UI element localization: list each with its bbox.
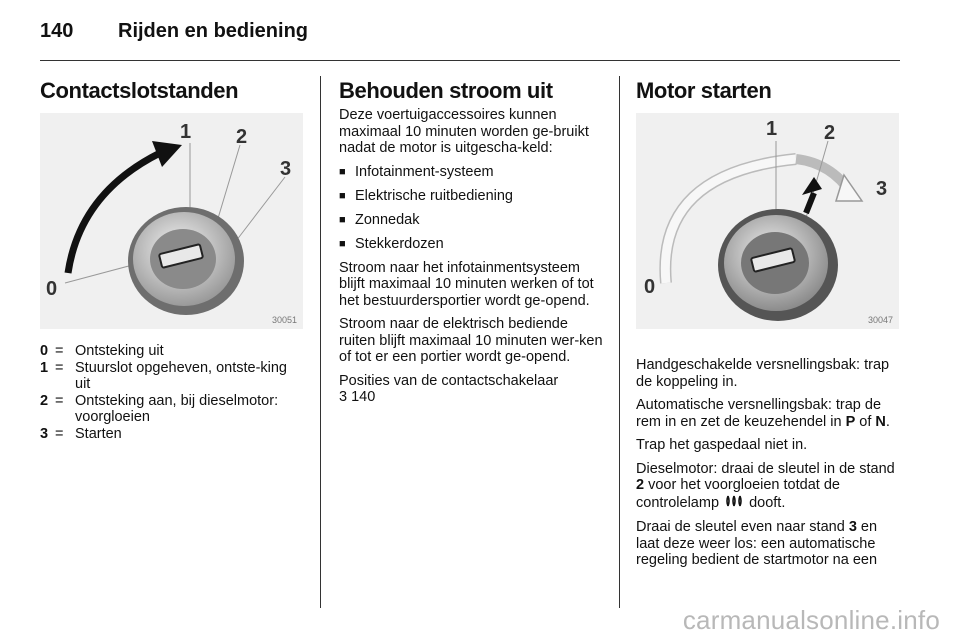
diesel-text-b: voor het voorgloeien totdat de controlelamp [636, 477, 840, 511]
gear-p: P [845, 413, 856, 430]
start-text-a: Draai de sleutel even naar stand [636, 519, 845, 535]
figure-label-2: 2 [236, 126, 248, 148]
infotainment-paragraph: Stroom naar het infotainmentsysteem blijft maximaal 10 minuten werken of tot het bestuurdersportier wordt ge-opend. [339, 259, 594, 309]
page-header [40, 20, 308, 48]
list-item-text: Stekkerdozen [355, 235, 444, 252]
legend-row [40, 393, 305, 426]
ignition-positions-figure [40, 113, 303, 329]
stand-2: 2 [636, 477, 645, 493]
period: . [885, 413, 890, 430]
column-contactslotstanden [40, 76, 305, 442]
legend-key: 1 [40, 359, 49, 376]
column-motor-starten [636, 76, 904, 569]
bullet-icon: ■ [339, 213, 346, 226]
watermark: carmanualsonline.info [682, 605, 940, 635]
diesel-text-c: dooft. [749, 494, 786, 511]
figure-label-1: 1 [180, 121, 192, 143]
engine-start-illustration [636, 113, 899, 329]
legend-text: Starten [75, 425, 122, 442]
glow-plug-icon-svg [725, 494, 743, 508]
intro-paragraph: Deze voertuigaccessoires kunnen maximaal 10 minuten worden ge-bruikt nadat de motor is uitgescha-keld: [339, 107, 589, 156]
of-word: of [859, 413, 872, 430]
heading-motor-starten: Motor starten [636, 78, 772, 103]
list-item [339, 188, 604, 205]
position-legend [40, 343, 305, 442]
column-behouden-stroom-uit [339, 76, 604, 406]
list-item-text: Elektrische ruitbediening [355, 187, 513, 204]
legend-key: 0 [40, 343, 49, 359]
column-divider-1 [320, 76, 321, 608]
legend-key: 3 [40, 425, 49, 442]
page-ref-icon: 3 [339, 389, 348, 405]
header-rule [40, 60, 900, 61]
legend-equals: = [55, 359, 64, 376]
list-item-text: Zonnedak [355, 211, 420, 228]
start-arrow [806, 193, 814, 213]
windows-paragraph: Stroom naar de elektrisch bediende ruiten blijft maximaal 10 minuten wer-ken of tot er een portier wordt ge-opend. [339, 316, 603, 365]
glow-plug-icon [725, 494, 743, 513]
cross-reference-text: Posities van de contactschakelaar [339, 372, 559, 389]
leader-line-2 [216, 145, 240, 225]
leader-line-3 [236, 177, 285, 241]
heading-behouden-stroom-uit: Behouden stroom uit [339, 78, 553, 103]
figure-label-3: 3 [876, 178, 888, 200]
manual-gearbox-paragraph: Handgeschakelde versnellingsbak: trap de koppeling in. [636, 357, 890, 390]
legend-text: Ontsteking uit [75, 343, 164, 359]
engine-start-figure [636, 113, 899, 329]
list-item [339, 236, 604, 253]
figure-id: 30047 [867, 315, 893, 325]
legend-equals: = [55, 425, 64, 442]
start-paragraph [636, 519, 904, 569]
legend-text: Stuurslot opgeheven, ontste-king uit [75, 359, 287, 392]
figure-label-0: 0 [46, 278, 58, 300]
bullet-icon: ■ [339, 237, 346, 250]
legend-equals: = [55, 392, 64, 409]
figure-id: 30051 [271, 315, 297, 325]
cross-reference-paragraph [339, 373, 604, 406]
figure-label-2: 2 [824, 122, 836, 144]
automatic-gearbox-paragraph [636, 397, 904, 430]
legend-row [40, 426, 305, 443]
accelerator-paragraph: Trap het gaspedaal niet in. [636, 437, 808, 453]
figure-label-1: 1 [766, 118, 778, 140]
ignition-lock-illustration [40, 113, 303, 329]
legend-text: Ontsteking aan, bij dieselmotor: voorgloeien [75, 392, 279, 425]
start-text-b: en laat deze weer los: een automatische regeling bedient de startmotor na een [636, 519, 878, 568]
diesel-paragraph [636, 461, 904, 513]
bullet-icon: ■ [339, 165, 346, 178]
legend-equals: = [55, 343, 64, 359]
stand-3: 3 [848, 519, 857, 535]
automatic-gearbox-text: Automatische versnellingsbak: trap de rem in en zet de keuzehendel in [636, 397, 882, 430]
figure-label-0: 0 [644, 276, 656, 298]
page-ref-link[interactable]: 140 [351, 389, 376, 405]
list-item [339, 212, 604, 229]
legend-key: 2 [40, 392, 49, 409]
heading-contactslotstanden: Contactslotstanden [40, 78, 239, 103]
bullet-icon: ■ [339, 189, 346, 202]
figure-label-3: 3 [280, 158, 292, 180]
list-item [339, 164, 604, 181]
list-item-text: Infotainment-systeem [355, 163, 494, 180]
column-divider-2 [619, 76, 620, 608]
section-title: Rijden en bediening [118, 20, 309, 42]
accessory-list [339, 164, 604, 253]
gear-n: N [875, 413, 886, 430]
legend-row [40, 343, 305, 360]
legend-row [40, 360, 305, 393]
diesel-text-a: Dieselmotor: draai de sleutel in de stand [636, 460, 895, 477]
page-number: 140 [40, 20, 74, 42]
